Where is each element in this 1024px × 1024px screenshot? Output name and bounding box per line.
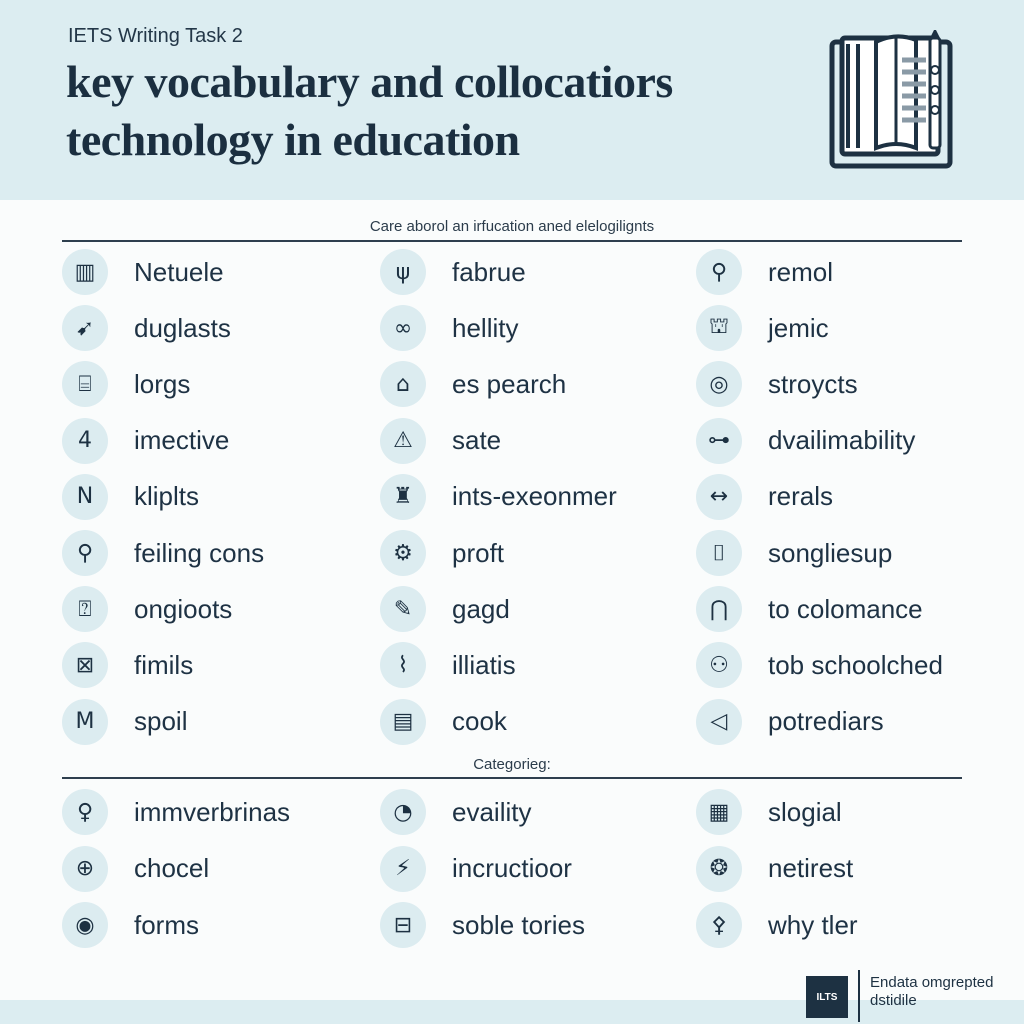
- vocab-label: hellity: [452, 312, 519, 343]
- vocab-icon: ⋂: [696, 586, 742, 632]
- page-title-line-1: key vocabulary and collocatiors: [66, 56, 673, 107]
- vocab-icon: ✎: [380, 586, 426, 632]
- vocab-item: [696, 845, 853, 893]
- vocab-label: ongioots: [134, 593, 233, 624]
- vocab-icon: 4: [62, 418, 108, 464]
- vocab-item: [380, 360, 566, 408]
- section-1-label: Care aborol an irfucation aned elelogilignts: [369, 218, 655, 235]
- vocab-icon: ⌂: [380, 361, 426, 407]
- footer-caption-line-2: dstidile: [870, 992, 917, 1009]
- vocab-label: proft: [452, 537, 505, 568]
- vocab-item: [696, 473, 833, 521]
- vocab-icon: ⌇: [380, 642, 426, 688]
- vocab-label: why tler: [768, 909, 858, 940]
- vocab-item: [380, 901, 585, 949]
- vocab-label: Netuele: [134, 256, 224, 287]
- vocab-icon: ⌸: [62, 361, 108, 407]
- vocab-item: [696, 417, 915, 465]
- vocab-label: spoil: [134, 706, 188, 737]
- vocab-item: [380, 529, 504, 577]
- vocab-icon: M: [62, 699, 108, 745]
- vocab-item: [62, 788, 290, 836]
- vocab-item: [62, 845, 209, 893]
- vocab-label: fabrue: [452, 256, 526, 287]
- vocab-label: cook: [452, 706, 507, 737]
- vocab-label: kliplts: [134, 481, 200, 512]
- vocab-icon: ⚲: [696, 249, 742, 295]
- vocab-label: dvailimability: [768, 425, 916, 456]
- vocab-item: [380, 473, 617, 521]
- vocab-item: [62, 698, 187, 746]
- vocab-label: slogial: [768, 796, 842, 827]
- vocab-item: [380, 641, 516, 689]
- vocab-label: sate: [452, 425, 502, 456]
- vocab-item: [696, 304, 829, 352]
- vocab-label: potrediars: [768, 706, 884, 737]
- vocab-icon: ▥: [62, 249, 108, 295]
- vocab-label: feiling cons: [134, 537, 265, 568]
- footer-caption-line-1: Endata omgrepted: [870, 974, 994, 991]
- vocab-icon: ▦: [696, 789, 742, 835]
- vocab-icon: ↔: [696, 474, 742, 520]
- vocab-icon: ♀: [62, 789, 108, 835]
- vocab-label: imective: [134, 425, 230, 456]
- vocab-icon: ▤: [380, 699, 426, 745]
- vocab-icon: ∞: [380, 305, 426, 351]
- vocab-icon: ⛫: [696, 305, 742, 351]
- vocab-icon: ⊶: [696, 418, 742, 464]
- vocab-label: es pearch: [452, 368, 567, 399]
- vocab-icon: ψ: [380, 249, 426, 295]
- vocab-icon: ⊟: [380, 902, 426, 948]
- vocab-icon: N: [62, 474, 108, 520]
- vocab-item: [62, 248, 224, 296]
- vocab-icon: ⊕: [62, 846, 108, 892]
- vocab-icon: ⚠: [380, 418, 426, 464]
- vocab-item: [62, 901, 199, 949]
- vocab-item: [380, 788, 531, 836]
- vocab-label: tob schoolched: [768, 649, 943, 680]
- vocab-item: [380, 845, 572, 893]
- vocab-label: songliesup: [768, 537, 893, 568]
- vocab-item: [380, 698, 507, 746]
- vocab-item: [696, 901, 858, 949]
- vocab-icon: ◉: [62, 902, 108, 948]
- vocab-item: [380, 585, 510, 633]
- vocab-icon: ◔: [380, 789, 426, 835]
- ilts-badge: ILTS: [806, 976, 848, 1018]
- vocab-icon: ⚇: [696, 642, 742, 688]
- vocab-label: netirest: [768, 853, 854, 883]
- vocab-icon: ⚡: [380, 846, 426, 892]
- section-2-divider: [62, 777, 962, 779]
- vocab-item: [696, 248, 833, 296]
- vocab-item: [62, 473, 199, 521]
- vocab-item: [696, 641, 943, 689]
- vocab-icon: ⍰: [62, 586, 108, 632]
- vocab-item: [62, 304, 231, 352]
- vocab-label: chocel: [134, 853, 210, 883]
- vocab-label: stroycts: [768, 368, 858, 399]
- vocab-item: [380, 248, 526, 296]
- vocab-label: to colomance: [768, 593, 923, 624]
- vocab-label: immverbrinas: [134, 796, 291, 827]
- footer-caption: [870, 974, 993, 1010]
- vocab-icon: ⌷: [696, 530, 742, 576]
- vocab-item: [380, 417, 501, 465]
- vocab-icon: ◁: [696, 699, 742, 745]
- vocab-icon: ⚙: [380, 530, 426, 576]
- vocab-label: forms: [134, 909, 199, 940]
- vocab-label: evaility: [452, 796, 532, 827]
- vocab-item: [62, 529, 264, 577]
- section-2-label: Categorieg:: [473, 756, 551, 773]
- vocab-label: ints-exeonmer: [452, 481, 617, 512]
- vocab-icon: ◎: [696, 361, 742, 407]
- vocab-label: incructioor: [452, 853, 572, 883]
- vocab-label: gagd: [452, 593, 510, 624]
- vocab-icon: ♜: [380, 474, 426, 520]
- vocab-label: lorgs: [134, 368, 191, 399]
- book-pencil-icon: [826, 30, 956, 170]
- vocab-icon: ➹: [62, 305, 108, 351]
- page-title-line-2: technology in education: [66, 114, 520, 165]
- vocab-item: [696, 788, 842, 836]
- vocab-label: remol: [768, 256, 834, 287]
- vocab-item: [62, 641, 193, 689]
- vocab-label: rerals: [768, 481, 834, 512]
- vocab-icon: ❂: [696, 846, 742, 892]
- vocab-icon: ⊠: [62, 642, 108, 688]
- kicker-text: IETS Writing Task 2: [68, 25, 243, 47]
- vocab-label: jemic: [768, 312, 829, 343]
- vocab-label: soble tories: [452, 909, 585, 940]
- footer-separator: [858, 970, 860, 1022]
- vocab-item: [62, 417, 229, 465]
- section-1-divider: [62, 240, 962, 242]
- vocab-item: [380, 304, 518, 352]
- vocab-item: [696, 529, 892, 577]
- vocab-item: [696, 585, 923, 633]
- vocab-label: illiatis: [452, 649, 516, 680]
- vocab-icon: ⚲: [62, 530, 108, 576]
- vocab-item: [696, 360, 858, 408]
- vocab-item: [696, 698, 884, 746]
- header-banner: [0, 0, 1024, 200]
- vocab-item: [62, 585, 232, 633]
- vocab-icon: ⚴: [696, 902, 742, 948]
- vocab-label: fimils: [134, 649, 194, 680]
- vocab-label: duglasts: [134, 312, 231, 343]
- vocab-item: [62, 360, 190, 408]
